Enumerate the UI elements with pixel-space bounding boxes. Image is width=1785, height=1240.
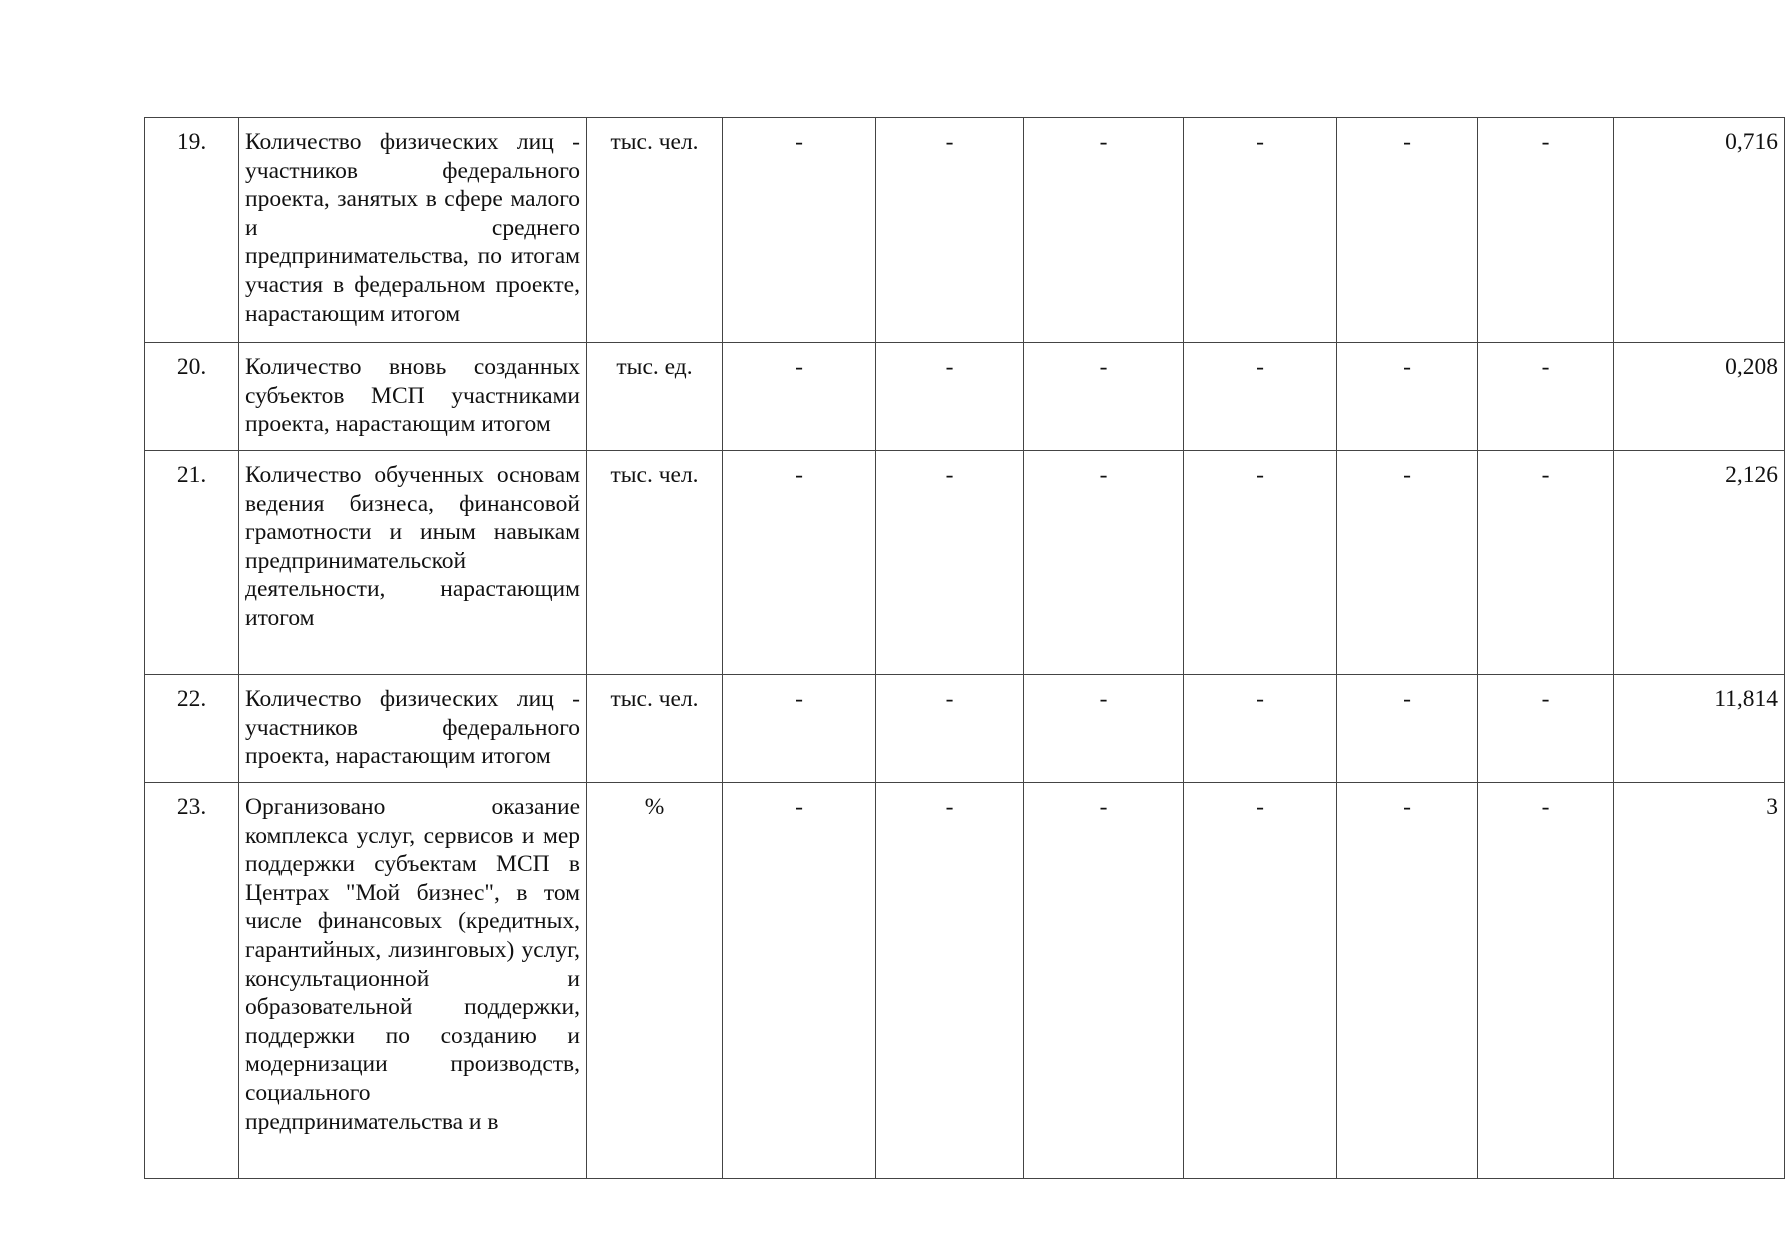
- period-value: -: [723, 783, 876, 1179]
- period-value: -: [1184, 343, 1337, 451]
- unit-of-measure: тыс. ед.: [587, 343, 723, 451]
- period-value: -: [723, 675, 876, 783]
- target-value: 2,126: [1614, 451, 1785, 675]
- indicator-name: Количество физических лиц - участников федерального проекта, занятых в сфере малого и среднего предпринимательства, по итогам участия в федеральном проекте, нарастающим итогом: [239, 118, 587, 343]
- document-page: [144, 117, 1778, 1179]
- period-value: -: [723, 343, 876, 451]
- period-value: -: [1337, 783, 1478, 1179]
- row-number: 23.: [145, 783, 239, 1179]
- target-value: 11,814: [1614, 675, 1785, 783]
- indicators-table: [144, 117, 1785, 1179]
- period-value: -: [1337, 343, 1478, 451]
- table-row: [145, 675, 1785, 783]
- period-value: -: [1478, 343, 1614, 451]
- target-value: 3: [1614, 783, 1785, 1179]
- period-value: -: [876, 118, 1024, 343]
- period-value: -: [876, 675, 1024, 783]
- period-value: -: [1184, 118, 1337, 343]
- period-value: -: [1024, 118, 1184, 343]
- period-value: -: [1337, 675, 1478, 783]
- table-row: [145, 783, 1785, 1179]
- period-value: -: [1478, 451, 1614, 675]
- target-value: 0,208: [1614, 343, 1785, 451]
- period-value: -: [876, 783, 1024, 1179]
- period-value: -: [1337, 451, 1478, 675]
- period-value: -: [876, 343, 1024, 451]
- period-value: -: [1478, 675, 1614, 783]
- row-number: 20.: [145, 343, 239, 451]
- row-number: 21.: [145, 451, 239, 675]
- period-value: -: [723, 118, 876, 343]
- indicator-name: Количество обученных основам ведения бизнеса, финансовой грамотности и иным навыкам предпринимательской деятельности, нарастающим итогом: [239, 451, 587, 675]
- unit-of-measure: тыс. чел.: [587, 451, 723, 675]
- table-row: [145, 451, 1785, 675]
- target-value: 0,716: [1614, 118, 1785, 343]
- table-row: [145, 343, 1785, 451]
- unit-of-measure: тыс. чел.: [587, 675, 723, 783]
- period-value: -: [1024, 675, 1184, 783]
- period-value: -: [723, 451, 876, 675]
- table-row: [145, 118, 1785, 343]
- period-value: -: [876, 451, 1024, 675]
- indicator-name: Организовано оказание комплекса услуг, сервисов и мер поддержки субъектам МСП в Центрах "Мой бизнес", в том числе финансовых (кредитных, гарантийных, лизинговых) услуг, консультационной и образовательной поддержки, поддержки по созданию и модернизации производств, социального предпринимательства и в: [239, 783, 587, 1179]
- indicator-name: Количество физических лиц - участников федерального проекта, нарастающим итогом: [239, 675, 587, 783]
- period-value: -: [1024, 451, 1184, 675]
- unit-of-measure: %: [587, 783, 723, 1179]
- period-value: -: [1478, 118, 1614, 343]
- period-value: -: [1478, 783, 1614, 1179]
- period-value: -: [1184, 783, 1337, 1179]
- period-value: -: [1337, 118, 1478, 343]
- indicator-name: Количество вновь созданных субъектов МСП участниками проекта, нарастающим итогом: [239, 343, 587, 451]
- period-value: -: [1184, 675, 1337, 783]
- unit-of-measure: тыс. чел.: [587, 118, 723, 343]
- period-value: -: [1024, 343, 1184, 451]
- row-number: 22.: [145, 675, 239, 783]
- row-number: 19.: [145, 118, 239, 343]
- period-value: -: [1184, 451, 1337, 675]
- period-value: -: [1024, 783, 1184, 1179]
